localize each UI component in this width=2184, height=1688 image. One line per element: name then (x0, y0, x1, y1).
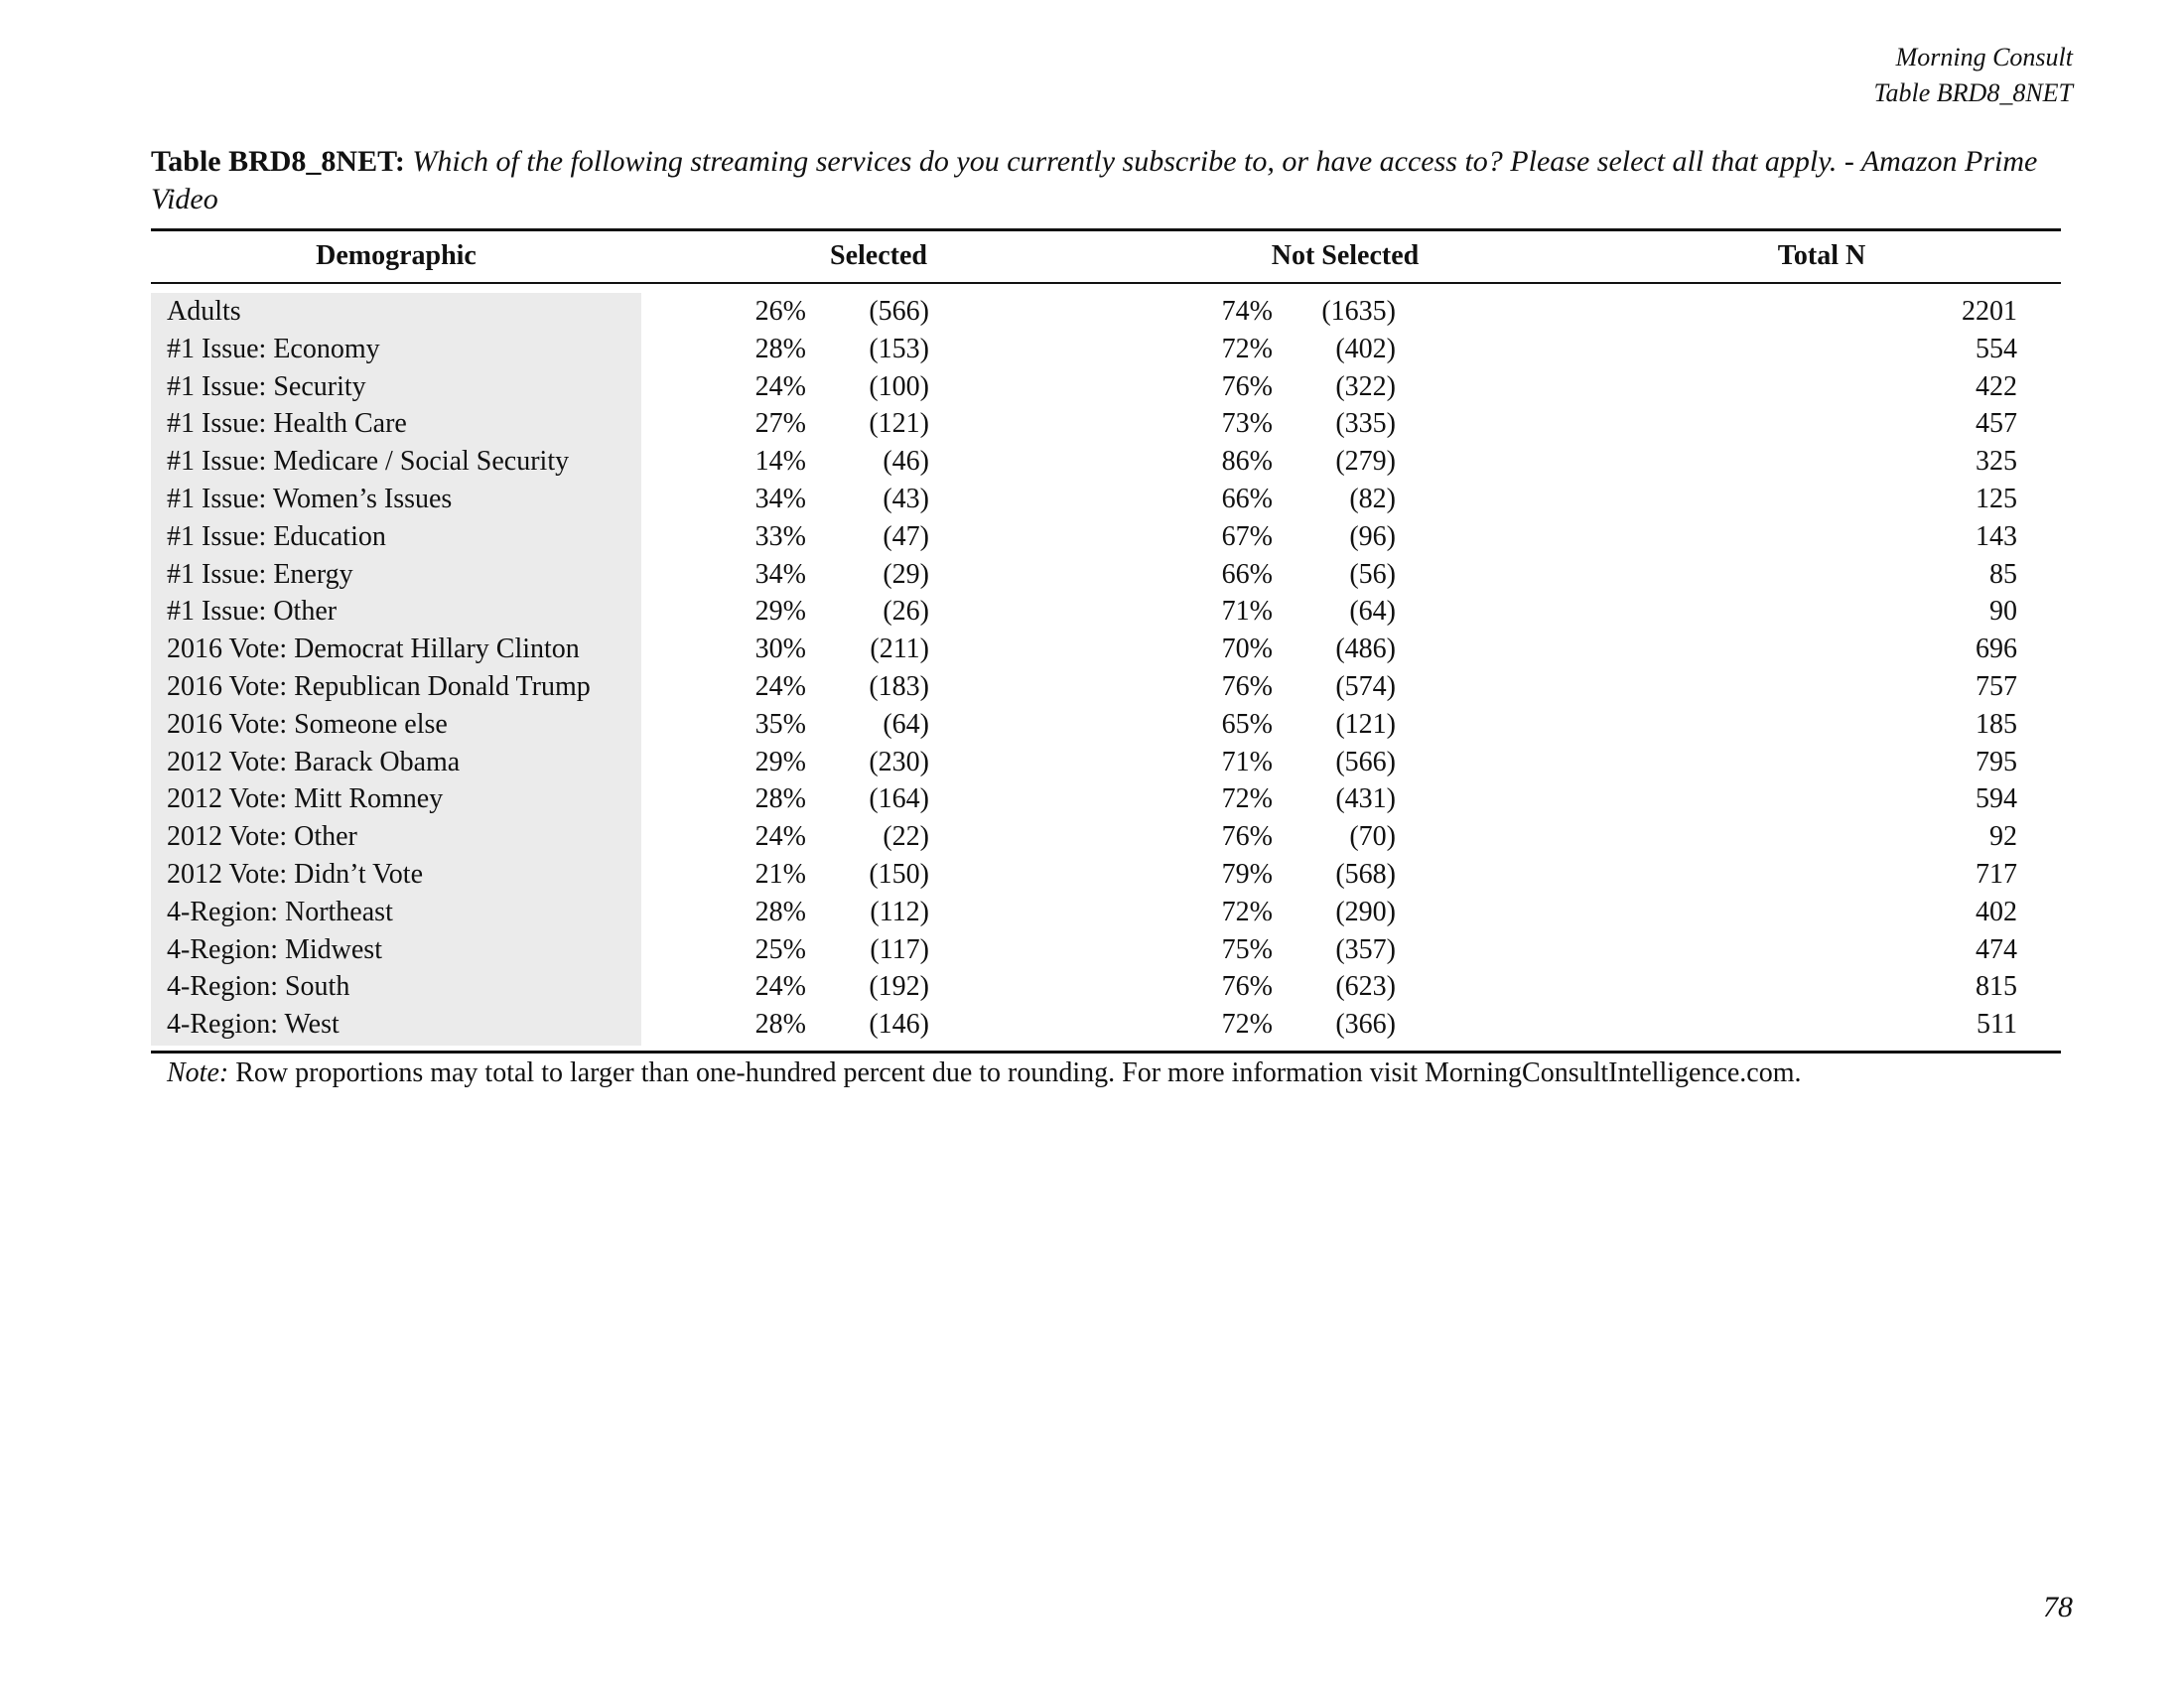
row-demographic: 2016 Vote: Someone else (167, 708, 448, 740)
total-n: 696 (1976, 633, 2017, 665)
not-selected-percent: 76% (1221, 821, 1273, 853)
table-row (0, 894, 2184, 931)
selected-percent: 35% (754, 708, 806, 740)
row-demographic: #1 Issue: Economy (167, 333, 380, 364)
not-selected-percent: 76% (1221, 370, 1273, 402)
table-row (0, 331, 2184, 368)
selected-percent: 28% (754, 333, 806, 364)
not-selected-percent: 70% (1221, 633, 1273, 665)
table-row (0, 668, 2184, 706)
selected-percent: 29% (754, 596, 806, 628)
column-header-demographic: Demographic (316, 240, 477, 271)
selected-count: (46) (883, 446, 929, 478)
selected-percent: 24% (754, 670, 806, 702)
not-selected-percent: 67% (1221, 520, 1273, 552)
selected-percent: 25% (754, 933, 806, 965)
selected-percent: 21% (754, 858, 806, 890)
table-row (0, 368, 2184, 406)
table-row (0, 931, 2184, 969)
total-n: 92 (1989, 821, 2017, 853)
selected-percent: 33% (754, 520, 806, 552)
table-header-rule (151, 282, 2061, 284)
table-row (0, 780, 2184, 818)
not-selected-count: (96) (1349, 520, 1396, 552)
header-table-ref: Table BRD8_8NET (1873, 78, 2073, 107)
total-n: 143 (1976, 520, 2017, 552)
row-demographic: #1 Issue: Medicare / Social Security (167, 446, 570, 478)
selected-count: (192) (869, 971, 929, 1003)
table-row (0, 856, 2184, 894)
not-selected-count: (486) (1335, 633, 1396, 665)
row-demographic: 4-Region: Northeast (167, 896, 393, 927)
not-selected-count: (431) (1335, 783, 1396, 815)
table-body (0, 293, 2184, 1044)
total-n: 474 (1976, 933, 2017, 965)
not-selected-count: (1635) (1321, 296, 1396, 327)
not-selected-count: (322) (1335, 370, 1396, 402)
not-selected-percent: 66% (1221, 483, 1273, 514)
not-selected-percent: 72% (1221, 783, 1273, 815)
total-n: 325 (1976, 446, 2017, 478)
total-n: 511 (1977, 1009, 2017, 1041)
selected-count: (164) (869, 783, 929, 815)
not-selected-percent: 66% (1221, 558, 1273, 590)
selected-count: (26) (883, 596, 929, 628)
column-header-not-selected: Not Selected (1271, 240, 1420, 271)
table-row (0, 1006, 2184, 1044)
not-selected-percent: 72% (1221, 896, 1273, 927)
column-header-total: Total N (1777, 240, 1866, 271)
column-header-selected: Selected (830, 240, 927, 271)
row-demographic: 2012 Vote: Didn’t Vote (167, 858, 424, 890)
total-n: 594 (1976, 783, 2017, 815)
selected-percent: 28% (754, 896, 806, 927)
not-selected-count: (56) (1349, 558, 1396, 590)
not-selected-percent: 76% (1221, 971, 1273, 1003)
page-number: 78 (2043, 1591, 2073, 1623)
row-demographic: 2012 Vote: Other (167, 821, 357, 853)
note-text: Row proportions may total to larger than one-hundred percent due to rounding. For more information visit MorningConsultIntelligence.com. (235, 1057, 1802, 1088)
not-selected-percent: 76% (1221, 670, 1273, 702)
total-n: 90 (1989, 596, 2017, 628)
row-demographic: 2016 Vote: Republican Donald Trump (167, 670, 591, 702)
not-selected-percent: 73% (1221, 408, 1273, 440)
table-row (0, 481, 2184, 518)
not-selected-count: (366) (1335, 1009, 1396, 1041)
not-selected-percent: 71% (1221, 746, 1273, 777)
not-selected-count: (290) (1335, 896, 1396, 927)
not-selected-count: (121) (1335, 708, 1396, 740)
row-demographic: #1 Issue: Energy (167, 558, 353, 590)
table-row (0, 968, 2184, 1006)
row-demographic: Adults (167, 296, 241, 327)
not-selected-count: (568) (1335, 858, 1396, 890)
total-n: 422 (1976, 370, 2017, 402)
table-bottom-rule (151, 1051, 2061, 1054)
selected-percent: 29% (754, 746, 806, 777)
not-selected-percent: 86% (1221, 446, 1273, 478)
selected-count: (117) (870, 933, 929, 965)
table-row (0, 744, 2184, 781)
total-n: 85 (1989, 558, 2017, 590)
not-selected-count: (574) (1335, 670, 1396, 702)
selected-percent: 14% (754, 446, 806, 478)
selected-count: (230) (869, 746, 929, 777)
selected-count: (29) (883, 558, 929, 590)
selected-count: (121) (869, 408, 929, 440)
not-selected-count: (566) (1335, 746, 1396, 777)
selected-count: (112) (870, 896, 929, 927)
row-demographic: #1 Issue: Other (167, 596, 338, 628)
table-title (151, 143, 2061, 218)
table-row (0, 405, 2184, 443)
row-demographic: 2012 Vote: Barack Obama (167, 746, 461, 777)
total-n: 402 (1976, 896, 2017, 927)
row-demographic: #1 Issue: Security (167, 370, 366, 402)
not-selected-percent: 75% (1221, 933, 1273, 965)
selected-count: (566) (869, 296, 929, 327)
table-top-rule (151, 228, 2061, 231)
row-demographic: 2012 Vote: Mitt Romney (167, 783, 444, 815)
selected-count: (211) (870, 633, 929, 665)
row-demographic: #1 Issue: Health Care (167, 408, 407, 440)
not-selected-percent: 72% (1221, 1009, 1273, 1041)
not-selected-count: (623) (1335, 971, 1396, 1003)
total-n: 2201 (1962, 296, 2017, 327)
not-selected-count: (70) (1349, 821, 1396, 853)
total-n: 185 (1976, 708, 2017, 740)
not-selected-percent: 65% (1221, 708, 1273, 740)
table-row (0, 518, 2184, 556)
selected-count: (47) (883, 520, 929, 552)
selected-percent: 34% (754, 558, 806, 590)
total-n: 457 (1976, 408, 2017, 440)
not-selected-count: (279) (1335, 446, 1396, 478)
not-selected-count: (82) (1349, 483, 1396, 514)
row-demographic: #1 Issue: Education (167, 520, 386, 552)
row-demographic: 4-Region: South (167, 971, 350, 1003)
header-org: Morning Consult (1895, 43, 2073, 71)
table-row (0, 556, 2184, 594)
selected-percent: 28% (754, 783, 806, 815)
row-demographic: 2016 Vote: Democrat Hillary Clinton (167, 633, 580, 665)
selected-percent: 28% (754, 1009, 806, 1041)
not-selected-count: (357) (1335, 933, 1396, 965)
not-selected-percent: 79% (1221, 858, 1273, 890)
selected-percent: 24% (754, 821, 806, 853)
not-selected-count: (402) (1335, 333, 1396, 364)
selected-count: (43) (883, 483, 929, 514)
selected-percent: 34% (754, 483, 806, 514)
total-n: 125 (1976, 483, 2017, 514)
table-row (0, 631, 2184, 668)
row-demographic: #1 Issue: Women’s Issues (167, 483, 453, 514)
not-selected-count: (64) (1349, 596, 1396, 628)
table-note (167, 1055, 1802, 1091)
selected-count: (153) (869, 333, 929, 364)
row-demographic: 4-Region: Midwest (167, 933, 382, 965)
selected-count: (64) (883, 708, 929, 740)
table-question: Which of the following streaming services do you currently subscribe to, or have access to? Please select all that apply. - Amazon Prime Video (151, 145, 2038, 215)
not-selected-percent: 72% (1221, 333, 1273, 364)
table-row (0, 706, 2184, 744)
total-n: 795 (1976, 746, 2017, 777)
selected-count: (22) (883, 821, 929, 853)
table-row (0, 818, 2184, 856)
selected-percent: 30% (754, 633, 806, 665)
table-row (0, 293, 2184, 331)
selected-percent: 26% (754, 296, 806, 327)
table-row (0, 593, 2184, 631)
selected-count: (146) (869, 1009, 929, 1041)
table-row (0, 443, 2184, 481)
selected-count: (150) (869, 858, 929, 890)
not-selected-count: (335) (1335, 408, 1396, 440)
table-title-label: Table BRD8_8NET: (151, 145, 405, 178)
row-demographic: 4-Region: West (167, 1009, 340, 1041)
selected-count: (183) (869, 670, 929, 702)
selected-percent: 24% (754, 370, 806, 402)
note-label: Note: (167, 1057, 229, 1088)
selected-percent: 27% (754, 408, 806, 440)
total-n: 554 (1976, 333, 2017, 364)
total-n: 815 (1976, 971, 2017, 1003)
not-selected-percent: 71% (1221, 596, 1273, 628)
total-n: 757 (1976, 670, 2017, 702)
selected-percent: 24% (754, 971, 806, 1003)
not-selected-percent: 74% (1221, 296, 1273, 327)
selected-count: (100) (869, 370, 929, 402)
page-header (1873, 40, 2073, 111)
total-n: 717 (1976, 858, 2017, 890)
